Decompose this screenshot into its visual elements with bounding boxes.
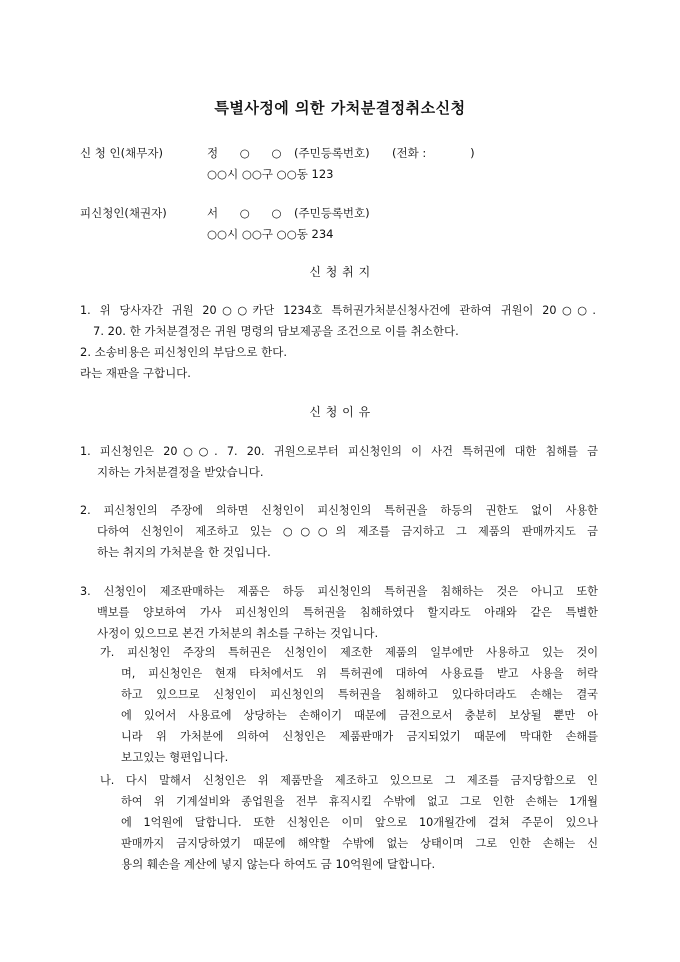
reasons-na-line-5: 용의 훼손을 계산에 넣지 않는다 하여도 금 10억원에 달합니다.	[121, 857, 436, 871]
reasons-heading: 신 청 이 유	[309, 405, 371, 419]
reasons-paragraph-3-line-2	[97, 602, 598, 623]
document-title: 특별사정에 의한 가처분결정취소신청	[214, 99, 466, 117]
reasons-na-line-1: 나. 다시 말해서 신청인은 위 제품만을 제조하고 있으므로 그 제조를 금지당함으로 인	[100, 774, 598, 787]
purpose-heading: 신 청 취 지	[309, 265, 371, 279]
reasons-ga-line-2: 며, 피신청인은 현재 타처에서도 위 특허권에 대하여 사용료를 받고 사용을 허락	[121, 667, 598, 680]
applicant-address: ○○시 ○○구 ○○동 123	[207, 167, 334, 181]
reasons-ga-line-5: 니라 위 가처분에 의하여 신청인은 제품판매가 금지되었기 때문에 막대한 손해를	[121, 730, 598, 743]
reasons-sub-ga-body	[121, 663, 598, 747]
reasons-p3-line-2: 백보를 양보하여 가사 피신청인의 특허권을 침해하였다 할지라도 아래와 같은 특별한	[97, 606, 598, 619]
respondent-address: ○○시 ○○구 ○○동 234	[207, 227, 334, 241]
reasons-ga-line-6: 보고있는 형편입니다.	[121, 750, 229, 764]
reasons-p3-line-3: 사정이 있으므로 본건 가처분의 취소를 구하는 것입니다.	[97, 626, 379, 640]
purpose-closing: 라는 재판을 구합니다.	[80, 366, 191, 380]
respondent-id: (주민등록번호)	[294, 206, 370, 220]
reasons-sub-na-line-1	[100, 770, 598, 791]
reasons-na-line-3: 에 1억원에 달합니다. 또한 신청인은 이미 앞으로 10개월간에 걸쳐 주문이 있으나	[121, 816, 598, 829]
reasons-p2-line-3: 하는 취지의 가처분을 한 것입니다.	[97, 545, 271, 559]
purpose-item-1-line-2: 7. 20. 한 가처분결정은 귀원 명령의 담보제공을 조건으로 이를 취소한다.	[93, 324, 459, 338]
reasons-ga-line-4: 에 있어서 사용료에 상당하는 손해이기 때문에 금전으로서 충분히 보상될 뿐만 아	[121, 709, 598, 722]
respondent-label: 피신청인(채권자)	[80, 206, 167, 220]
applicant-name: 정 ○ ○	[207, 146, 282, 160]
reasons-paragraph-1	[80, 441, 598, 462]
reasons-paragraph-2-line-2	[97, 521, 598, 542]
reasons-p3-line-1: 3. 신청인이 제조판매하는 제품은 하등 피신청인의 특허권을 침해하는 것은 아니고 또한	[80, 585, 598, 598]
purpose-item-2: 2. 소송비용은 피신청인의 부담으로 한다.	[80, 345, 287, 359]
reasons-p2-line-1: 2. 피신청인의 주장에 의하면 신청인이 피신청인의 특허권을 하등의 권한도 없이 사용한	[80, 504, 598, 517]
applicant-id: (주민등록번호)	[294, 146, 370, 160]
reasons-p1-line-1: 1. 피신청인은 20○○. 7. 20. 귀원으로부터 피신청인의 이 사건 특허권에 대한 침해를 금	[80, 445, 598, 458]
applicant-label: 신 청 인(채무자)	[80, 146, 163, 160]
reasons-na-line-4: 판매까지 금지당하였기 때문에 해약할 수밖에 없는 상태이며 그로 인한 손해는 신	[121, 837, 598, 850]
reasons-p2-line-2: 다하여 신청인이 제조하고 있는 ○○○의 제조를 금지하고 그 제품의 판매까지도 금	[97, 525, 598, 538]
reasons-sub-na-body	[121, 791, 598, 854]
reasons-na-line-2: 하여 위 기계설비와 종업원을 전부 휴직시킬 수밖에 없고 그로 인한 손해는 1개월	[121, 795, 598, 808]
reasons-ga-line-1: 가. 피신청인 주장의 특허권은 신청인이 제조한 제품의 일부에만 사용하고 있는 것이	[100, 646, 598, 659]
respondent-name: 서 ○ ○	[207, 206, 282, 220]
reasons-ga-line-3: 하고 있으므로 신청인이 피신청인의 특허권을 침해하고 있다하더라도 손해는 결국	[121, 688, 598, 701]
applicant-phone: (전화 : )	[392, 146, 475, 160]
purpose-item-1	[80, 300, 596, 321]
reasons-sub-ga-line-1	[100, 642, 598, 663]
purpose-item-1-line-1: 1. 위 당사자간 귀원 20○○카단 1234호 특허권가처분신청사건에 관하여 귀원이 20○○.	[80, 304, 596, 317]
reasons-paragraph-3-line-1	[80, 581, 598, 602]
reasons-paragraph-2-line-1	[80, 500, 598, 521]
reasons-p1-line-2: 지하는 가처분결정을 받았습니다.	[97, 465, 264, 479]
